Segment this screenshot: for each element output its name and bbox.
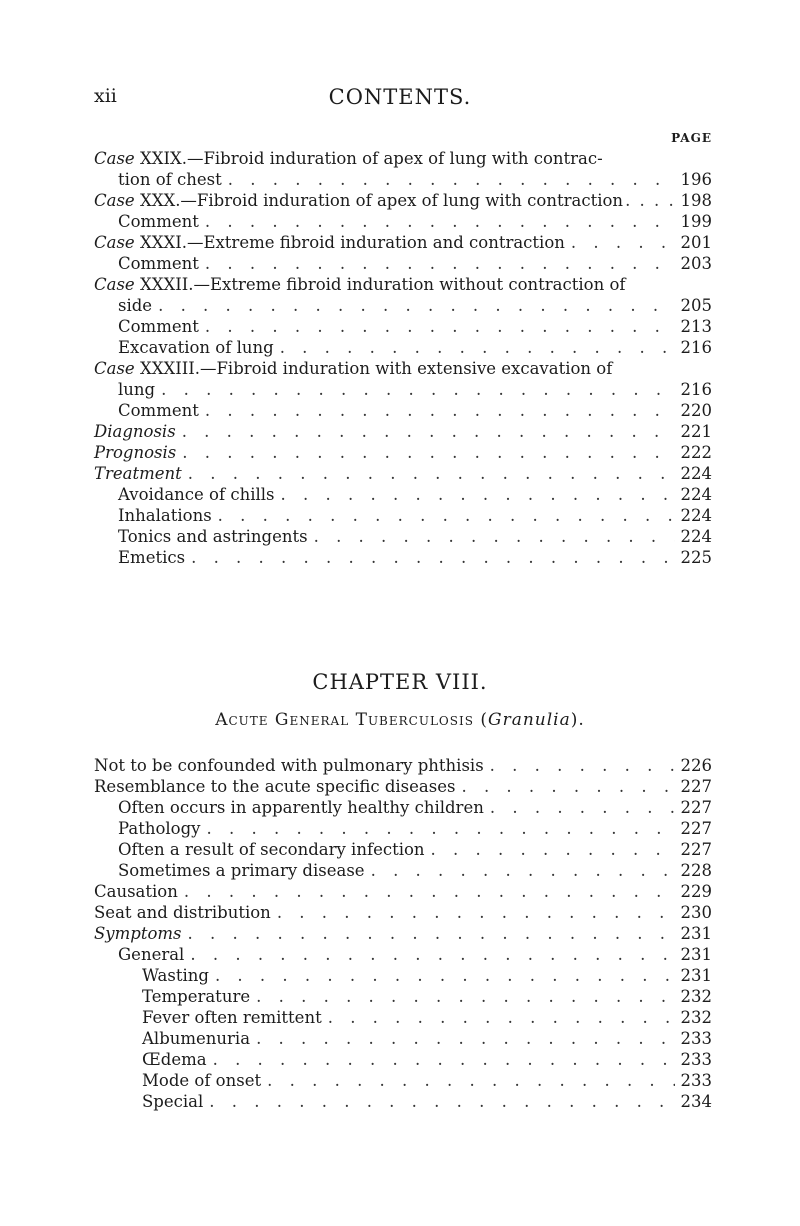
toc-entry-text: Inhalations xyxy=(118,506,212,525)
toc-entry xyxy=(94,944,712,965)
toc-entry xyxy=(94,881,712,902)
dot-leader xyxy=(215,965,675,986)
toc-entry xyxy=(94,797,712,818)
toc-entry-text: Fever often remittent xyxy=(142,1008,322,1027)
dot-leader xyxy=(256,986,674,1007)
toc-entry-text: XXIX.—Fibroid induration of apex of lung with contrac- xyxy=(134,149,603,168)
toc-line xyxy=(94,274,712,295)
chapter-subtitle-italic: Granulia xyxy=(488,710,571,730)
toc-entry xyxy=(94,211,712,232)
toc-entry xyxy=(94,169,712,190)
toc-entry-text: General xyxy=(118,945,185,964)
toc-entry-text: tion of chest xyxy=(118,170,222,189)
dot-leader xyxy=(431,839,675,860)
toc-page-number: 232 xyxy=(680,987,712,1006)
running-title: CONTENTS. xyxy=(328,85,472,109)
toc-entry-text: Sometimes a primary disease xyxy=(118,861,365,880)
toc-entry xyxy=(94,923,712,944)
dot-leader xyxy=(190,944,674,965)
toc-page-number: 227 xyxy=(680,840,712,859)
toc-entry-text xyxy=(94,190,623,211)
dot-leader xyxy=(182,421,675,442)
toc-entry-text: Œdema xyxy=(142,1050,207,1069)
toc-page-number: 222 xyxy=(680,443,712,462)
dot-leader xyxy=(205,211,675,232)
page-column-label: PAGE xyxy=(671,131,712,145)
toc-entry xyxy=(94,442,712,463)
contents-section-1 xyxy=(94,148,712,568)
toc-entry xyxy=(94,253,712,274)
toc-line xyxy=(94,148,712,169)
dot-leader xyxy=(314,526,675,547)
toc-entry-label: XXX.—Fibroid induration of apex of lung with contraction xyxy=(134,191,624,210)
dot-leader xyxy=(182,442,674,463)
toc-page-number: 232 xyxy=(680,1008,712,1027)
toc-entry xyxy=(94,839,712,860)
dot-leader xyxy=(228,169,675,190)
chapter-subtitle-main: Acute General Tuberculosis ( xyxy=(215,710,488,730)
toc-entry-text: lung xyxy=(118,380,156,399)
toc-entry-text: Often occurs in apparently healthy children xyxy=(118,798,484,817)
toc-entry xyxy=(94,1028,712,1049)
dot-leader xyxy=(161,379,674,400)
toc-page-number: 216 xyxy=(680,338,712,357)
dot-leader xyxy=(158,295,674,316)
toc-entry xyxy=(94,860,712,881)
toc-entry xyxy=(94,547,712,568)
dot-leader xyxy=(188,463,675,484)
toc-entry xyxy=(94,902,712,923)
toc-page-number: 201 xyxy=(680,233,712,252)
toc-entry xyxy=(94,526,712,547)
toc-page-number: 221 xyxy=(680,422,712,441)
toc-entry xyxy=(94,505,712,526)
toc-page-number: 220 xyxy=(680,401,712,420)
toc-entry-text: Temperature xyxy=(142,987,251,1006)
dot-leader xyxy=(218,505,675,526)
toc-entry xyxy=(94,755,712,776)
chapter-subtitle-end: ). xyxy=(570,710,585,730)
toc-entry-label: XXXI.—Extreme fibroid induration and contraction xyxy=(134,233,565,252)
dot-leader xyxy=(206,818,674,839)
toc-page-number: 226 xyxy=(680,756,712,775)
toc-entry-text: Pathology xyxy=(118,819,201,838)
dot-leader xyxy=(281,484,675,505)
dot-leader xyxy=(256,1028,674,1049)
toc-entry xyxy=(94,484,712,505)
dot-leader xyxy=(625,190,678,211)
dot-leader xyxy=(490,755,675,776)
toc-entry-text: Comment xyxy=(118,317,199,336)
toc-page-number: 225 xyxy=(680,548,712,567)
toc-entry xyxy=(94,295,712,316)
toc-page-number: 228 xyxy=(680,861,712,880)
toc-entry xyxy=(94,1007,712,1028)
toc-entry xyxy=(94,986,712,1007)
toc-line xyxy=(94,358,712,379)
chapter-subtitle xyxy=(0,710,800,730)
dot-leader xyxy=(371,860,675,881)
dot-leader xyxy=(209,1091,674,1112)
toc-page-number: 224 xyxy=(680,485,712,504)
dot-leader xyxy=(571,232,675,253)
dot-leader xyxy=(461,776,674,797)
toc-entry-text: XXXII.—Extreme fibroid induration without contraction of xyxy=(134,275,626,294)
toc-entry xyxy=(94,1049,712,1070)
toc-entry xyxy=(94,190,712,211)
toc-page-number: 205 xyxy=(680,296,712,315)
case-label: Case xyxy=(94,275,135,294)
toc-page-number: 224 xyxy=(680,506,712,525)
dot-leader xyxy=(205,400,675,421)
toc-entry xyxy=(94,337,712,358)
toc-entry xyxy=(94,463,712,484)
toc-entry-text: Comment xyxy=(118,401,199,420)
toc-entry-text: Albumenuria xyxy=(142,1029,251,1048)
case-label: Case xyxy=(94,149,135,168)
toc-entry-text: Diagnosis xyxy=(94,422,176,441)
dot-leader xyxy=(277,902,675,923)
toc-page-number: 231 xyxy=(680,945,712,964)
toc-entry-text: Tonics and astringents xyxy=(118,527,308,546)
toc-page-number: 231 xyxy=(680,924,712,943)
toc-page-number: 213 xyxy=(680,317,712,336)
toc-entry xyxy=(94,232,712,253)
case-label: Case xyxy=(94,359,135,378)
dot-leader xyxy=(213,1049,675,1070)
toc-entry-text: Comment xyxy=(118,254,199,273)
toc-entry xyxy=(94,1091,712,1112)
dot-leader xyxy=(184,881,675,902)
dot-leader xyxy=(205,316,675,337)
toc-page-number: 227 xyxy=(680,798,712,817)
toc-entry-text: Prognosis xyxy=(94,443,177,462)
toc-entry xyxy=(94,400,712,421)
toc-page-number: 230 xyxy=(680,903,712,922)
toc-entry-text: Mode of onset xyxy=(142,1071,262,1090)
toc-entry-text: XXXIII.—Fibroid induration with extensive excavation of xyxy=(134,359,613,378)
toc-entry-text: Seat and distribution xyxy=(94,903,271,922)
toc-entry xyxy=(94,379,712,400)
page-number: xii xyxy=(94,85,117,107)
toc-page-number: 224 xyxy=(680,527,712,546)
toc-entry-text: Excavation of lung xyxy=(118,338,274,357)
toc-page-number: 229 xyxy=(680,882,712,901)
toc-page-number: 203 xyxy=(680,254,712,273)
dot-leader xyxy=(490,797,675,818)
toc-page-number: 216 xyxy=(680,380,712,399)
toc-entry-text: Emetics xyxy=(118,548,186,567)
toc-page-number: 199 xyxy=(680,212,712,231)
dot-leader xyxy=(328,1007,675,1028)
toc-entry-text: Special xyxy=(142,1092,204,1111)
case-label: Case xyxy=(94,233,135,252)
toc-entry-text xyxy=(94,232,565,253)
toc-entry-text: Comment xyxy=(118,212,199,231)
toc-page-number: 234 xyxy=(680,1092,712,1111)
toc-page-number: 233 xyxy=(680,1050,712,1069)
toc-entry-text: Causation xyxy=(94,882,178,901)
toc-entry-text: Symptoms xyxy=(94,924,182,943)
case-label: Case xyxy=(94,191,135,210)
toc-entry xyxy=(94,421,712,442)
toc-page-number: 233 xyxy=(680,1071,712,1090)
toc-page-number: 224 xyxy=(680,464,712,483)
toc-entry-text: Avoidance of chills xyxy=(118,485,275,504)
toc-page-number: 227 xyxy=(680,777,712,796)
contents-section-2 xyxy=(94,755,712,1112)
toc-page-number: 198 xyxy=(680,191,712,210)
toc-entry xyxy=(94,965,712,986)
toc-entry xyxy=(94,1070,712,1091)
toc-entry xyxy=(94,316,712,337)
dot-leader xyxy=(191,547,674,568)
toc-page-number: 233 xyxy=(680,1029,712,1048)
dot-leader xyxy=(188,923,675,944)
toc-entry-text: Often a result of secondary infection xyxy=(118,840,425,859)
toc-entry xyxy=(94,776,712,797)
chapter-heading: CHAPTER VIII. xyxy=(312,670,488,694)
toc-entry-text: Resemblance to the acute specific diseases xyxy=(94,777,456,796)
toc-page-number: 196 xyxy=(680,170,712,189)
toc-entry xyxy=(94,818,712,839)
dot-leader xyxy=(280,337,675,358)
toc-entry-text: Wasting xyxy=(142,966,209,985)
dot-leader xyxy=(267,1070,674,1091)
toc-entry-text: side xyxy=(118,296,153,315)
toc-page-number: 231 xyxy=(680,966,712,985)
toc-entry-text: Not to be confounded with pulmonary phthisis xyxy=(94,756,484,775)
toc-page-number: 227 xyxy=(680,819,712,838)
dot-leader xyxy=(205,253,675,274)
toc-entry-text: Treatment xyxy=(94,464,182,483)
